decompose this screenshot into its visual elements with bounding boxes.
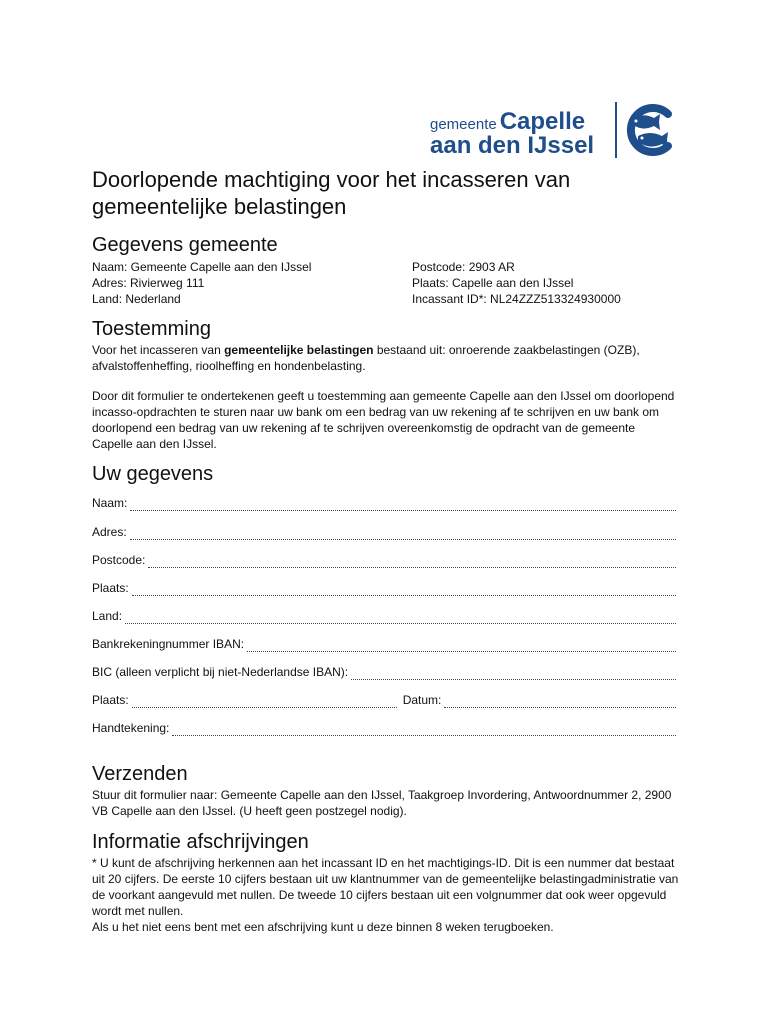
gemeente-plaats: Plaats: Capelle aan den IJssel xyxy=(412,276,574,290)
field-handtekening[interactable] xyxy=(92,720,676,736)
field-plaats[interactable] xyxy=(92,580,676,596)
heading-verzenden: Verzenden xyxy=(92,763,188,785)
field-land-line[interactable] xyxy=(125,612,676,624)
field-adres-label: Adres: xyxy=(92,525,127,539)
logo-big-text: Capelle xyxy=(499,108,586,135)
heading-gegevens-gemeente: Gegevens gemeente xyxy=(92,234,278,256)
document-title: Doorlopende machtiging voor het incasseren van gemeentelijke belastingen xyxy=(92,167,571,219)
informatie-paragraph-1: * U kunt de afschrijving herkennen aan het incassant ID en het machtigings-ID. Dit is een nummer dat bestaat uit 20 cijfers. De eerste 10 cijfers bestaan uit uw klantnummer van de gemeentelijke belastingadministratie van de voorkant aangevuld met nullen. De tweede 10 cijfers bestaan uit een volgnummer dat ook weer opgevuld wordt met nullen. xyxy=(92,856,679,918)
field-plaats-label: Plaats: xyxy=(92,581,129,595)
toestemming-p1-end: bestaand uit: onroerende zaakbelastingen (OZB), afvalstoffenheffing, rioolheffing en hondenbelasting. xyxy=(92,343,640,373)
logo-line-2: aan den IJssel xyxy=(430,132,595,159)
toestemming-paragraph-1 xyxy=(92,342,677,374)
field-land[interactable] xyxy=(92,608,676,624)
gemeente-left-column xyxy=(92,259,392,307)
field-iban-label: Bankrekeningnummer IBAN: xyxy=(92,637,245,651)
field-datum-label: Datum: xyxy=(402,693,442,707)
informatie-paragraph-2: Als u het niet eens bent met een afschrijving kunt u deze binnen 8 weken terugboeken. xyxy=(92,920,554,934)
toestemming-p1-bold: gemeentelijke belastingen xyxy=(224,343,374,357)
field-iban-line[interactable] xyxy=(247,640,676,652)
field-bic-label: BIC (alleen verplicht bij niet-Nederlandse IBAN): xyxy=(92,665,349,679)
field-adres-line[interactable] xyxy=(130,528,676,540)
field-postcode-line[interactable] xyxy=(148,556,676,568)
field-postcode-label: Postcode: xyxy=(92,553,146,567)
field-land-label: Land: xyxy=(92,609,123,623)
gemeente-land: Land: Nederland xyxy=(92,292,181,306)
logo-small-text: gemeente xyxy=(430,116,497,133)
field-bic[interactable] xyxy=(92,664,676,680)
field-plaats2-label: Plaats: xyxy=(92,693,129,707)
field-postcode[interactable] xyxy=(92,552,676,568)
field-naam[interactable] xyxy=(92,495,676,511)
field-adres[interactable] xyxy=(92,524,676,540)
heading-uw-gegevens-text: Uw gegevens xyxy=(92,463,214,485)
field-bic-line[interactable] xyxy=(351,668,676,680)
field-handtekening-line[interactable] xyxy=(172,724,676,736)
field-naam-line[interactable] xyxy=(130,499,676,511)
field-datum-line[interactable] xyxy=(444,696,676,708)
logo-separator xyxy=(615,102,617,158)
field-naam-label: Naam: xyxy=(92,496,128,510)
field-plaats-line[interactable] xyxy=(132,584,676,596)
toestemming-paragraph-2: Door dit formulier te ondertekenen geeft u toestemming aan gemeente Capelle aan den IJssel om doorlopend incasso-opdrachten te sturen naar uw bank om een bedrag van uw rekening af te schrijven en uw bank om doorlopend een bedrag van uw rekening af te schrijven overeenkomstig de opdracht van de gemeente Capelle aan den IJssel. xyxy=(92,389,675,451)
toestemming-block xyxy=(92,342,677,452)
toestemming-p1-start: Voor het incasseren van xyxy=(92,343,225,357)
field-iban[interactable] xyxy=(92,636,676,652)
gemeente-postcode: Postcode: 2903 AR xyxy=(412,260,515,274)
heading-toestemming: Toestemming xyxy=(92,318,211,340)
gemeente-adres: Adres: Rivierweg 111 xyxy=(92,276,205,290)
heading-informatie-afschrijvingen: Informatie afschrijvingen xyxy=(92,831,309,853)
gemeente-right-column xyxy=(412,259,692,307)
municipality-logo xyxy=(430,98,680,164)
gemeente-naam: Naam: Gemeente Capelle aan den IJssel xyxy=(92,260,312,274)
heading-uw-gegevens xyxy=(92,463,213,486)
fish-emblem-icon xyxy=(622,100,678,160)
field-handtekening-label: Handtekening: xyxy=(92,721,170,735)
gemeente-incassant-id: Incassant ID*: NL24ZZZ513324930000 xyxy=(412,292,621,306)
field-plaats-datum[interactable] xyxy=(92,692,676,708)
informatie-block xyxy=(92,855,682,935)
verzenden-text: Stuur dit formulier naar: Gemeente Capelle aan den IJssel, Taakgroep Invordering, Antwoordnummer 2, 2900 VB Capelle aan den IJssel. (U heeft geen postzegel nodig). xyxy=(92,788,672,818)
field-plaats2-line[interactable] xyxy=(132,696,397,708)
